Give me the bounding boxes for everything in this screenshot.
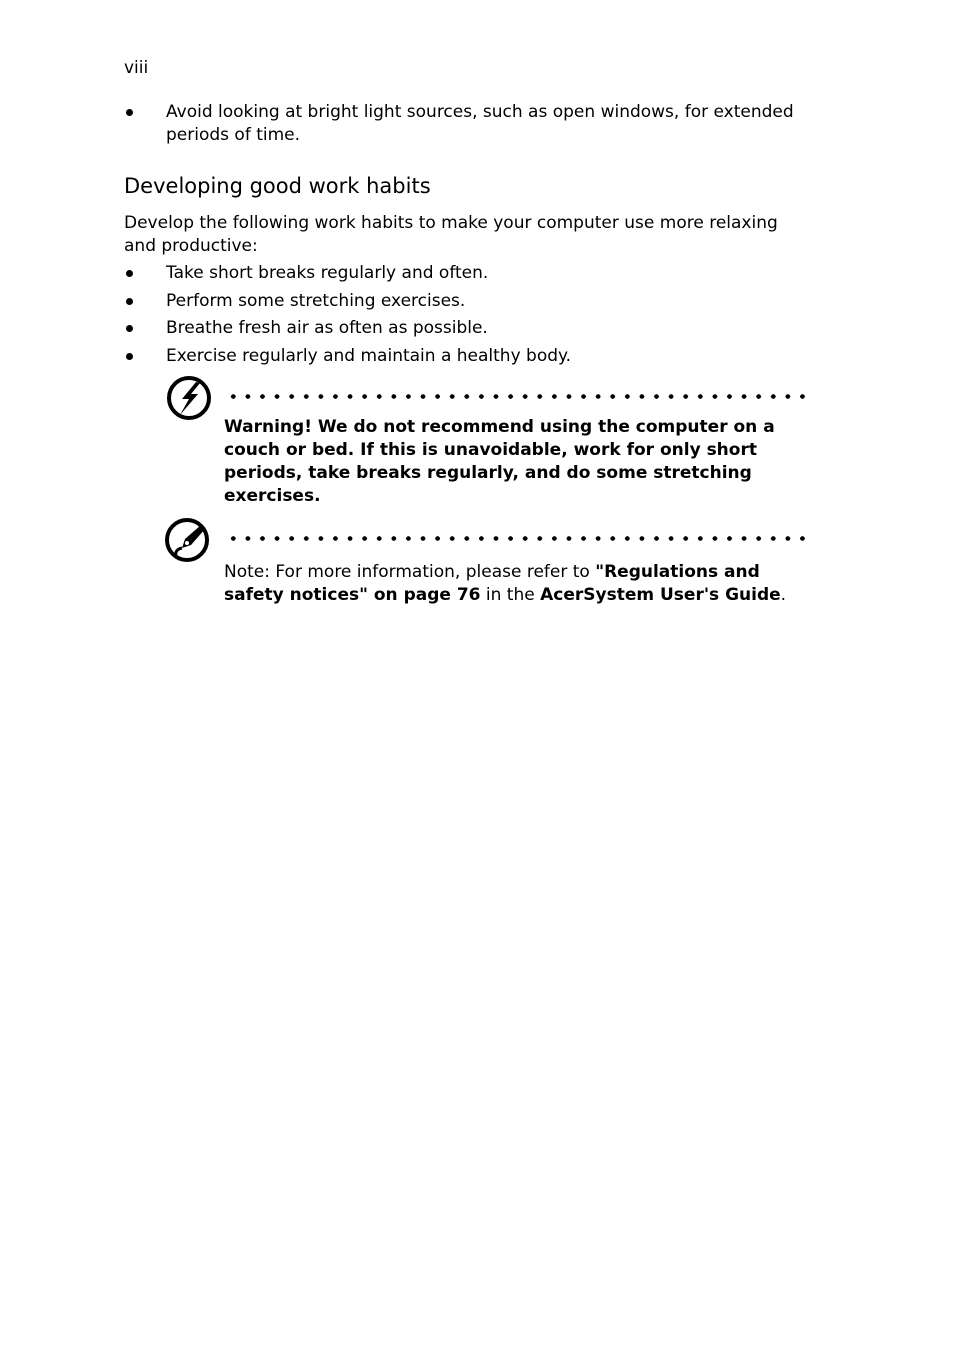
note-text-before: For more information, please refer to xyxy=(269,562,596,582)
list-item xyxy=(124,345,814,368)
warning-divider xyxy=(226,394,810,399)
bullet-icon xyxy=(126,270,133,277)
list-item xyxy=(124,262,814,285)
top-bullet-list xyxy=(124,101,814,147)
list-item xyxy=(124,317,814,340)
list-item-text: Avoid looking at bright light sources, such as open windows, for extended periods of time. xyxy=(166,102,794,145)
list-item xyxy=(124,290,814,313)
work-habits-list xyxy=(124,262,814,372)
regulations-link[interactable]: "Regulations and safety notices" on page 76 xyxy=(224,562,760,605)
list-item-text: Perform some stretching exercises. xyxy=(166,290,466,311)
bullet-icon xyxy=(126,109,133,116)
bullet-icon xyxy=(126,353,133,360)
list-item-text: Take short breaks regularly and often. xyxy=(166,263,489,283)
list-item-text: Breathe fresh air as often as possible. xyxy=(166,318,488,338)
note-text xyxy=(224,561,814,607)
guide-title: AcerSystem User's Guide xyxy=(540,585,781,605)
warning-text: Warning! We do not recommend using the computer on a couch or bed. If this is unavoidable, work for only short periods, take breaks regularly, and do some stretching exercises. xyxy=(224,417,775,506)
note-label: Note: xyxy=(224,562,270,582)
note-divider xyxy=(226,536,810,541)
warning-lightning-icon xyxy=(165,374,215,422)
note-pen-icon xyxy=(163,516,213,564)
note-text-middle: in the xyxy=(480,585,541,605)
section-heading: Developing good work habits xyxy=(124,174,431,198)
section-intro: Develop the following work habits to make your computer use more relaxing and productive: xyxy=(124,213,778,256)
bullet-icon xyxy=(126,325,133,332)
list-item xyxy=(124,101,814,147)
list-item-text: Exercise regularly and maintain a healthy body. xyxy=(166,345,572,366)
bullet-icon xyxy=(126,298,133,305)
note-text-after: . xyxy=(780,585,787,605)
page-number: viii xyxy=(124,58,149,78)
